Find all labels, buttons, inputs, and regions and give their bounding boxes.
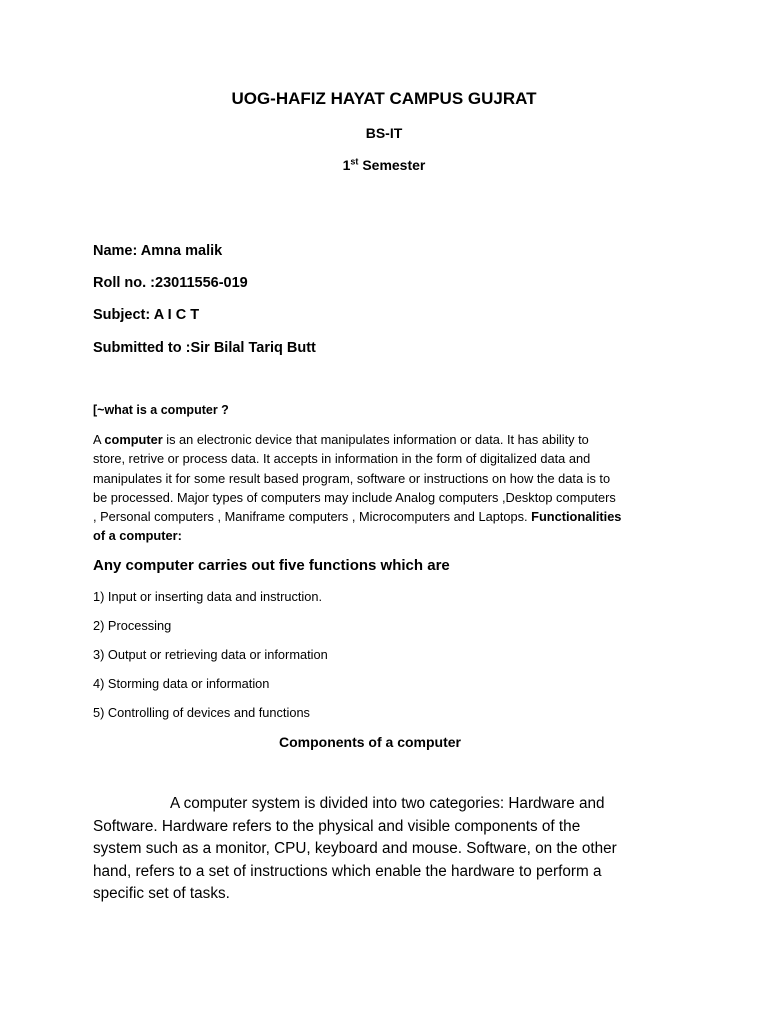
- semester-suffix: st: [350, 156, 359, 167]
- semester-label: [0, 157, 768, 173]
- paragraph-line: store, retrive or process data. It accepts in information in the form of digitalized data and: [93, 451, 591, 467]
- text-run: is an electronic device that manipulates information or data. It has ability to: [162, 432, 589, 447]
- program-label: BS-IT: [365, 125, 403, 141]
- paragraph-line: hand, refers to a set of instructions which enable the hardware to perform a: [93, 862, 602, 880]
- bold-term: of a computer:: [93, 528, 182, 544]
- paragraph-line: manipulates it for some result based program, software or instructions on how the data is to: [93, 470, 611, 486]
- institution-title: UOG-HAFIZ HAYAT CAMPUS GUJRAT: [231, 89, 537, 108]
- semester-text: Semester: [358, 157, 426, 173]
- functions-heading: Any computer carries out five functions which are: [93, 557, 450, 574]
- bold-term: computer: [104, 432, 163, 447]
- paragraph-line: A computer system is divided into two categories: Hardware and: [170, 795, 605, 812]
- student-name: Name: Amna malik: [93, 243, 223, 259]
- list-item: 5) Controlling of devices and functions: [93, 705, 310, 720]
- text-run: , Personal computers , Maniframe computers , Microcomputers and Laptops.: [93, 509, 532, 525]
- text-run: A: [93, 432, 105, 447]
- paragraph-line: [93, 526, 679, 545]
- paragraph-line: specific set of tasks.: [93, 885, 230, 902]
- computer-definition-paragraph: [93, 430, 679, 546]
- paragraph-line: [93, 430, 679, 449]
- subject: Subject: A I C T: [93, 307, 200, 323]
- paragraph-line: system such as a monitor, CPU, keyboard and mouse. Software, on the other: [93, 840, 617, 857]
- submitted-to: Submitted to :Sir Bilal Tariq Butt: [93, 340, 316, 356]
- paragraph-line: be processed. Major types of computers may include Analog computers ,Desktop computers: [93, 489, 616, 505]
- question-heading: [~what is a computer ?: [93, 403, 229, 417]
- bold-term: Functionalities: [531, 509, 622, 525]
- list-item: 2) Processing: [93, 618, 172, 633]
- paragraph-line: [93, 507, 679, 526]
- components-heading: Components of a computer: [278, 734, 461, 750]
- list-item: 1) Input or inserting data and instruction.: [93, 589, 323, 604]
- paragraph-line: Software. Hardware refers to the physical and visible components of the: [93, 817, 581, 835]
- list-item: 3) Output or retrieving data or information: [93, 647, 328, 662]
- components-paragraph: [93, 793, 673, 906]
- roll-number: Roll no. :23011556-019: [93, 275, 248, 291]
- semester-number: 1: [342, 157, 351, 173]
- list-item: 4) Storming data or information: [93, 676, 270, 691]
